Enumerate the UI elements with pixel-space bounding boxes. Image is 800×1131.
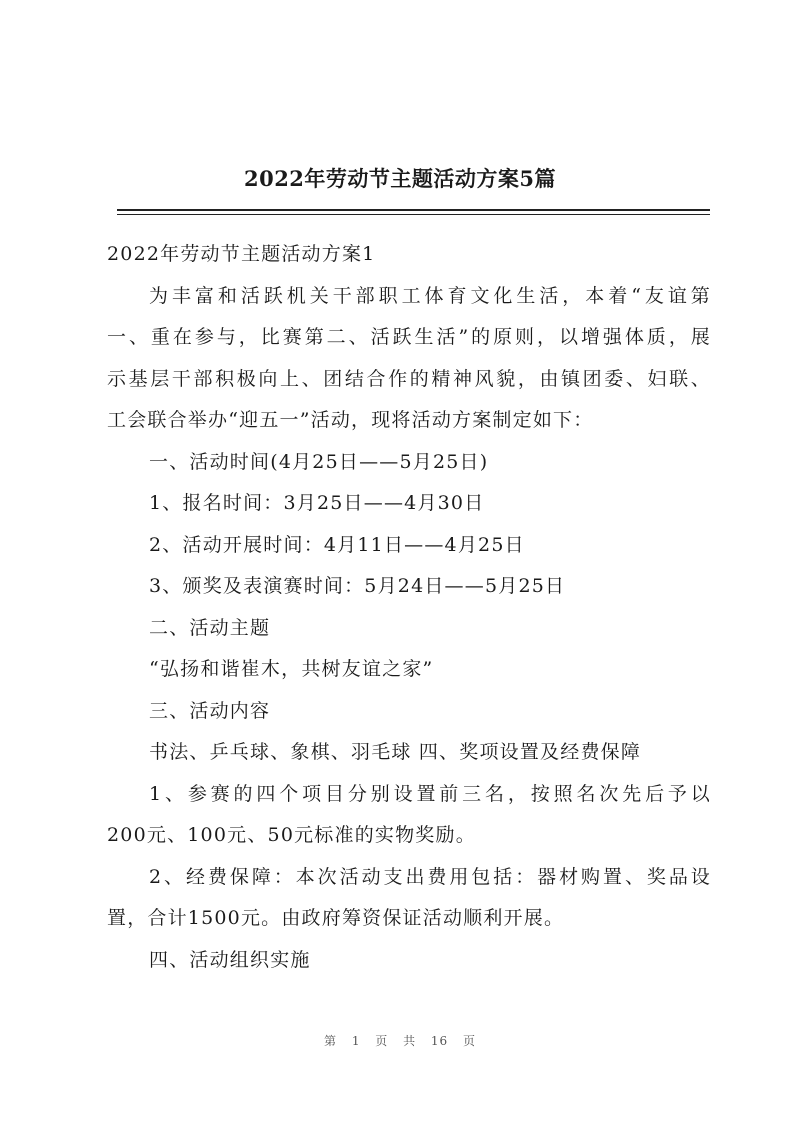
paragraph-line: 置，合计1500元。由政府筹资保证活动顺利开展。 — [107, 907, 565, 929]
section-heading: 2022年劳动节主题活动方案1 — [107, 243, 376, 265]
document-title: 2022年劳动节主题活动方案5篇 — [243, 166, 557, 191]
paragraph-line: 书法、乒乓球、象棋、羽毛球 四、奖项设置及经费保障 — [149, 741, 642, 763]
paragraph-line: 一、活动时间(4月25日——5月25日) — [149, 450, 489, 473]
paragraph-line: 工会联合举办“迎五一”活动，现将活动方案制定如下： — [107, 409, 594, 431]
paragraph-line: 示基层干部积极向上、团结合作的精神风貌，由镇团委、妇联、 — [107, 367, 711, 390]
title-rule-thick — [117, 209, 710, 211]
page-footer: 第 1 页 共 16 页 — [324, 1034, 476, 1048]
paragraph-line: 二、活动主题 — [149, 616, 271, 639]
paragraph-line: 2、经费保障：本次活动支出费用包括：器材购置、奖品设 — [149, 865, 711, 888]
paragraph-line: 为丰富和活跃机关干部职工体育文化生活，本着“友谊第 — [149, 284, 711, 307]
paragraph-line: 3、颁奖及表演赛时间：5月24日——5月25日 — [149, 575, 566, 597]
title-rule-thin — [117, 214, 710, 215]
document-body — [107, 234, 711, 981]
paragraph-line: 1、报名时间：3月25日——4月30日 — [149, 492, 485, 514]
paragraph-line: 一、重在参与，比赛第二、活跃生活”的原则，以增强体质，展 — [107, 326, 711, 348]
paragraph-line: 四、活动组织实施 — [149, 948, 311, 971]
paragraph-line: 200元、100元、50元标准的实物奖励。 — [107, 824, 476, 846]
paragraph-line: 1、参赛的四个项目分别设置前三名，按照名次先后予以 — [149, 782, 711, 805]
paragraph-line: 三、活动内容 — [149, 699, 271, 722]
paragraph-line: 2、活动开展时间：4月11日——4月25日 — [149, 533, 525, 556]
paragraph-line: “弘扬和谐崔木，共树友谊之家” — [149, 658, 434, 680]
